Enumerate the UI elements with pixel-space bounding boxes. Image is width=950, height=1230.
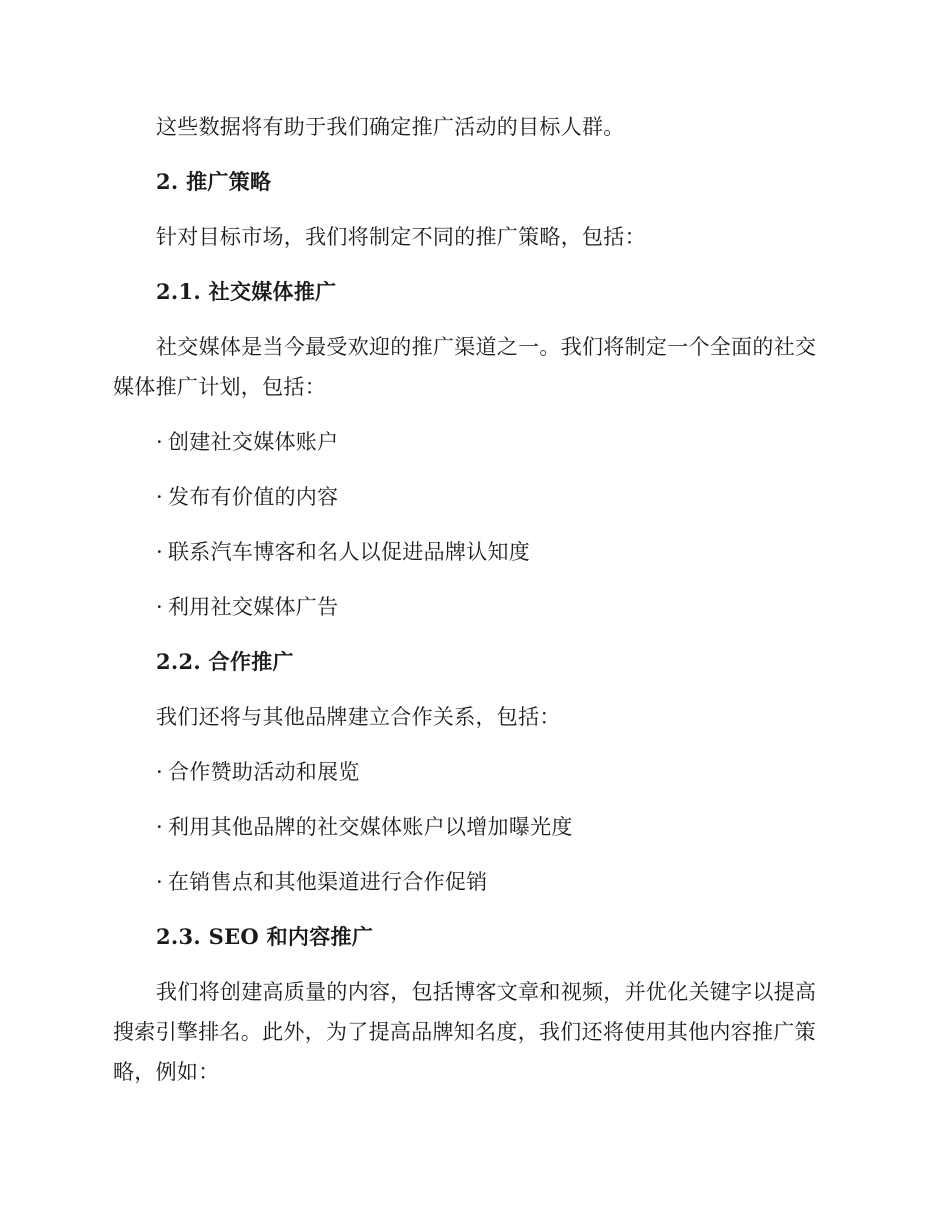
list-item xyxy=(156,427,338,457)
list-item-text: 联系汽车博客和名人以促进品牌认知度 xyxy=(168,540,531,564)
section-2-3-paragraph-line-1: 我们将创建高质量的内容，包括博客文章和视频，并优化关键字以提高 xyxy=(156,980,817,1004)
section-2-2-intro: 我们还将与其他品牌建立合作关系，包括： xyxy=(156,705,561,729)
list-item xyxy=(156,757,360,787)
list-item-text: 发布有价值的内容 xyxy=(168,485,339,509)
section-2-1-heading: 2.1. 社交媒体推广 xyxy=(156,279,337,304)
list-item-text: 在销售点和其他渠道进行合作促销 xyxy=(168,870,488,894)
list-item-text: 利用社交媒体广告 xyxy=(168,595,339,619)
bullet-mark: · xyxy=(156,815,163,839)
bullet-mark: · xyxy=(156,485,163,509)
list-item-text: 合作赞助活动和展览 xyxy=(168,760,360,784)
list-item-text: 利用其他品牌的社交媒体账户以增加曝光度 xyxy=(168,815,573,839)
bullet-mark: · xyxy=(156,430,163,454)
list-item xyxy=(156,592,338,622)
section-2-2-heading: 2.2. 合作推广 xyxy=(156,649,294,674)
list-item xyxy=(156,812,573,842)
list-item xyxy=(156,867,488,897)
section-2-3-paragraph-line-3: 略，例如： xyxy=(113,1060,220,1084)
list-item-text: 创建社交媒体账户 xyxy=(168,430,339,454)
bullet-mark: · xyxy=(156,760,163,784)
list-item xyxy=(156,537,530,567)
bullet-mark: · xyxy=(156,540,163,564)
section-2-1-paragraph-line-2: 媒体推广计划，包括： xyxy=(113,375,326,399)
bullet-mark: · xyxy=(156,870,163,894)
section-2-intro: 针对目标市场，我们将制定不同的推广策略，包括： xyxy=(156,225,646,249)
intro-paragraph: 这些数据将有助于我们确定推广活动的目标人群。 xyxy=(156,115,625,139)
section-2-1-paragraph-line-1: 社交媒体是当今最受欢迎的推广渠道之一。我们将制定一个全面的社交 xyxy=(156,335,817,359)
section-2-heading: 2. 推广策略 xyxy=(156,169,272,194)
section-2-3-paragraph-line-2: 搜索引擎排名。此外，为了提高品牌知名度，我们还将使用其他内容推广策 xyxy=(113,1020,816,1044)
bullet-mark: · xyxy=(156,595,163,619)
list-item xyxy=(156,482,338,512)
section-2-3-heading: 2.3. SEO 和内容推广 xyxy=(156,924,374,949)
